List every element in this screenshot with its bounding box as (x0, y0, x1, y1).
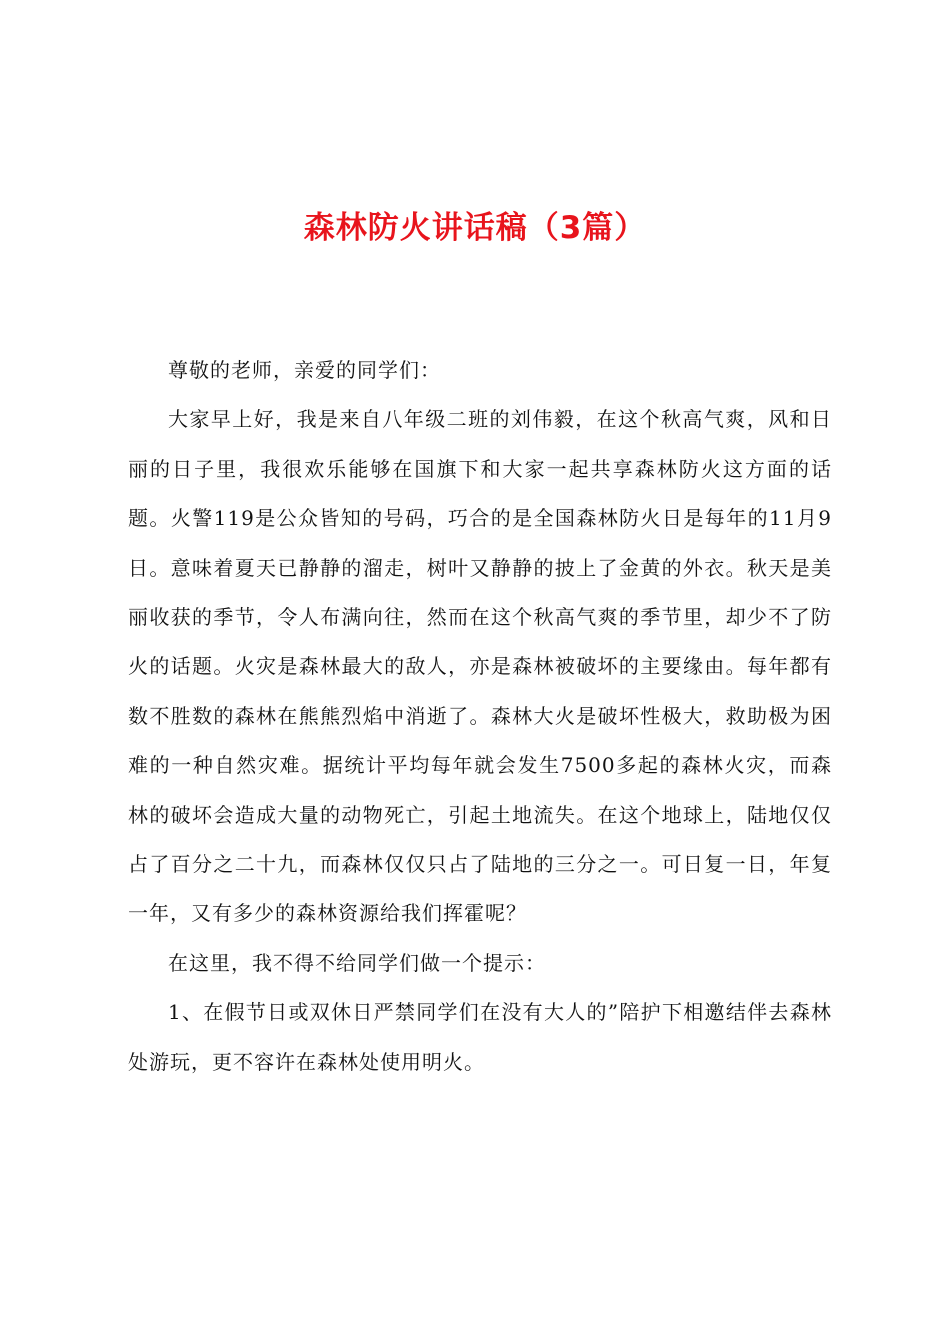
main-paragraph: 大家早上好，我是来自八年级二班的刘伟毅，在这个秋高气爽，风和日丽的日子里，我很欢乐能够在国旗下和大家一起共享森林防火这方面的话题。火警119是公众皆知的号码，巧合的是全国森林防火日是每年的11月9日。意味着夏天已静静的溜走，树叶又静静的披上了金黄的外衣。秋天是美丽收获的季节，令人布满向往，然而在这个秋高气爽的季节里，却少不了防火的话题。火灾是森林最大的敌人，亦是森林被破坏的主要缘由。每年都有数不胜数的森林在熊熊烈焰中消逝了。森林大火是破坏性极大，救助极为困难的一种自然灾难。据统计平均每年就会发生7500多起的森林火灾，而森林的破坏会造成大量的动物死亡，引起土地流失。在这个地球上，陆地仅仅占了百分之二十九，而森林仅仅只占了陆地的三分之一。可日复一日，年复一年，又有多少的森林资源给我们挥霍呢？ (128, 407, 832, 926)
document-title: 森林防火讲话稿（3篇） (303, 210, 647, 246)
salutation-paragraph: 尊敬的老师，亲爱的同学们： (168, 358, 441, 382)
reminder-intro-paragraph: 在这里，我不得不给同学们做一个提示： (168, 950, 546, 975)
document-body (128, 346, 832, 1087)
reminder-item-1-paragraph: 1、在假节日或双休日严禁同学们在没有大人的”陪护下相邀结伴去森林处游玩，更不容许在森林处使用明火。 (128, 1000, 832, 1074)
